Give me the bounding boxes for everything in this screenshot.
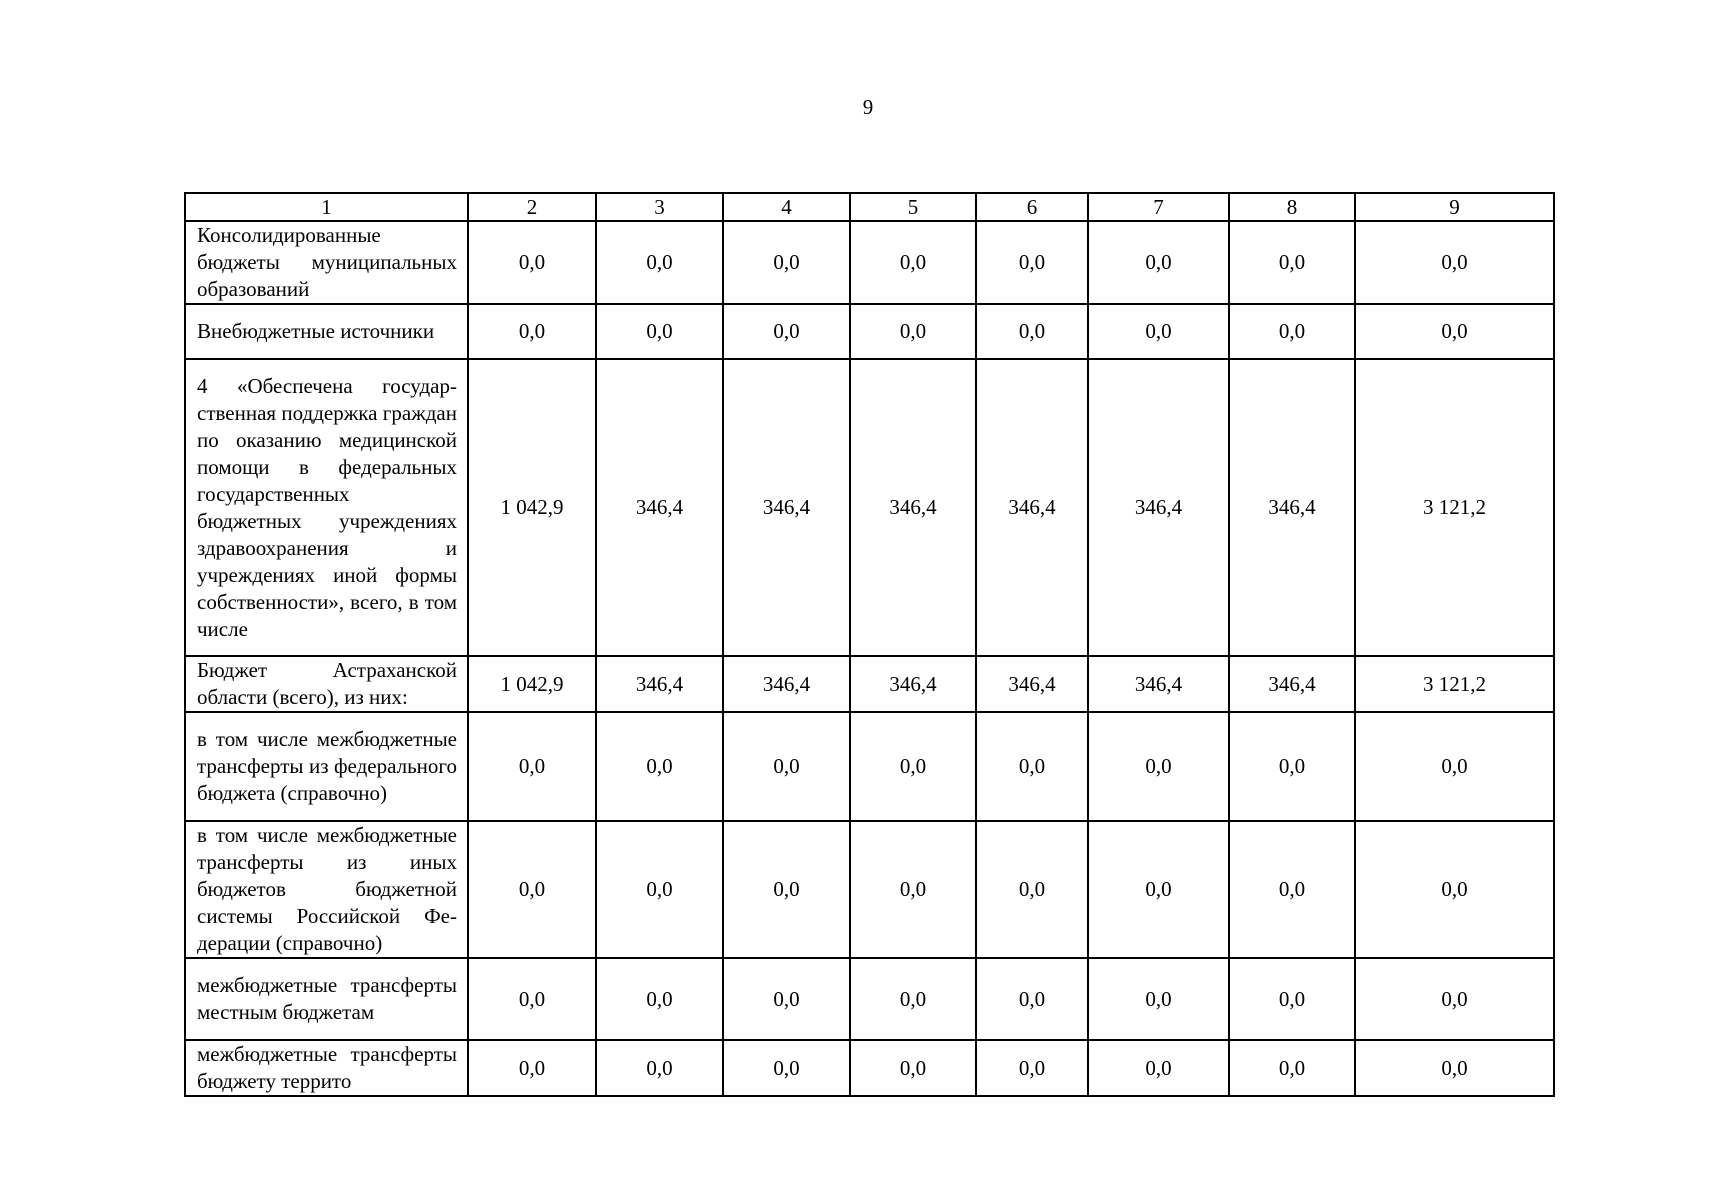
value-cell: 346,4 [1229,359,1355,656]
value-cell: 0,0 [723,304,850,359]
value-cell: 0,0 [723,958,850,1040]
value-cell: 0,0 [1229,958,1355,1040]
row-label: в том числе межбюджетные трансферты из иных бюджетов бюджетной системы Российской Федерации (справочно) [185,821,468,958]
value-cell: 0,0 [850,712,976,821]
value-cell: 1 042,9 [468,359,596,656]
value-cell: 0,0 [850,958,976,1040]
value-cell: 0,0 [1088,221,1229,304]
value-cell: 0,0 [976,1040,1088,1096]
row-label: в том числе межбюджетные трансферты из федерального бюджета (справочно) [185,712,468,821]
value-cell: 0,0 [596,1040,723,1096]
table-row [185,821,1554,958]
header-cell: 1 [185,193,468,221]
value-cell: 0,0 [1355,712,1554,821]
header-cell: 8 [1229,193,1355,221]
value-cell: 0,0 [1088,712,1229,821]
table-row [185,1040,1554,1096]
value-cell: 0,0 [723,221,850,304]
value-cell: 346,4 [850,656,976,712]
value-cell: 0,0 [468,1040,596,1096]
value-cell: 0,0 [596,221,723,304]
value-cell: 346,4 [850,359,976,656]
row-label: 4 «Обеспечена государственная поддержка граждан по оказанию медицинской помощи в федеральных государственных бюджетных учреждениях здравоохранения и учреждениях иной формы собственности», всего, в том числе [185,359,468,656]
value-cell: 0,0 [596,304,723,359]
table-header-row [185,193,1554,221]
table-row [185,656,1554,712]
value-cell: 0,0 [850,821,976,958]
value-cell: 0,0 [468,221,596,304]
value-cell: 0,0 [1355,821,1554,958]
value-cell: 346,4 [1229,656,1355,712]
value-cell: 0,0 [1229,1040,1355,1096]
row-label: межбюджетные трансферты местным бюджетам [185,958,468,1040]
table-row [185,304,1554,359]
budget-table [184,192,1555,1097]
value-cell: 1 042,9 [468,656,596,712]
value-cell: 0,0 [976,304,1088,359]
value-cell: 3 121,2 [1355,656,1554,712]
value-cell: 0,0 [1088,958,1229,1040]
value-cell: 0,0 [468,958,596,1040]
value-cell: 346,4 [976,359,1088,656]
value-cell: 0,0 [976,821,1088,958]
value-cell: 346,4 [1088,359,1229,656]
value-cell: 0,0 [976,712,1088,821]
row-label: Консолидированные бюджеты муниципальных образований [185,221,468,304]
value-cell: 3 121,2 [1355,359,1554,656]
table-row [185,958,1554,1040]
value-cell: 0,0 [1229,221,1355,304]
value-cell: 0,0 [1355,221,1554,304]
value-cell: 0,0 [1088,821,1229,958]
value-cell: 0,0 [596,958,723,1040]
value-cell: 0,0 [468,821,596,958]
value-cell: 0,0 [1088,1040,1229,1096]
value-cell: 0,0 [1355,958,1554,1040]
value-cell: 346,4 [976,656,1088,712]
value-cell: 0,0 [1355,1040,1554,1096]
header-cell: 6 [976,193,1088,221]
table-row [185,359,1554,656]
header-cell: 4 [723,193,850,221]
value-cell: 0,0 [596,821,723,958]
value-cell: 0,0 [596,712,723,821]
value-cell: 0,0 [468,304,596,359]
header-cell: 5 [850,193,976,221]
value-cell: 0,0 [850,1040,976,1096]
value-cell: 0,0 [723,712,850,821]
value-cell: 0,0 [850,304,976,359]
value-cell: 0,0 [468,712,596,821]
row-label: Бюджет Астраханской области (всего), из них: [185,656,468,712]
page-number: 9 [862,95,874,119]
value-cell: 0,0 [1229,304,1355,359]
value-cell: 0,0 [976,958,1088,1040]
value-cell: 0,0 [723,821,850,958]
value-cell: 346,4 [596,656,723,712]
table-row [185,712,1554,821]
value-cell: 346,4 [723,656,850,712]
value-cell: 346,4 [596,359,723,656]
value-cell: 0,0 [1355,304,1554,359]
value-cell: 0,0 [1229,712,1355,821]
value-cell: 0,0 [1229,821,1355,958]
value-cell: 0,0 [850,221,976,304]
value-cell: 0,0 [976,221,1088,304]
header-cell: 3 [596,193,723,221]
row-label: межбюджетные трансферты бюджету террито [185,1040,468,1096]
value-cell: 0,0 [1088,304,1229,359]
header-cell: 9 [1355,193,1554,221]
value-cell: 346,4 [723,359,850,656]
header-cell: 2 [468,193,596,221]
table-row [185,221,1554,304]
value-cell: 0,0 [723,1040,850,1096]
header-cell: 7 [1088,193,1229,221]
row-label: Внебюджетные источники [185,304,468,359]
value-cell: 346,4 [1088,656,1229,712]
